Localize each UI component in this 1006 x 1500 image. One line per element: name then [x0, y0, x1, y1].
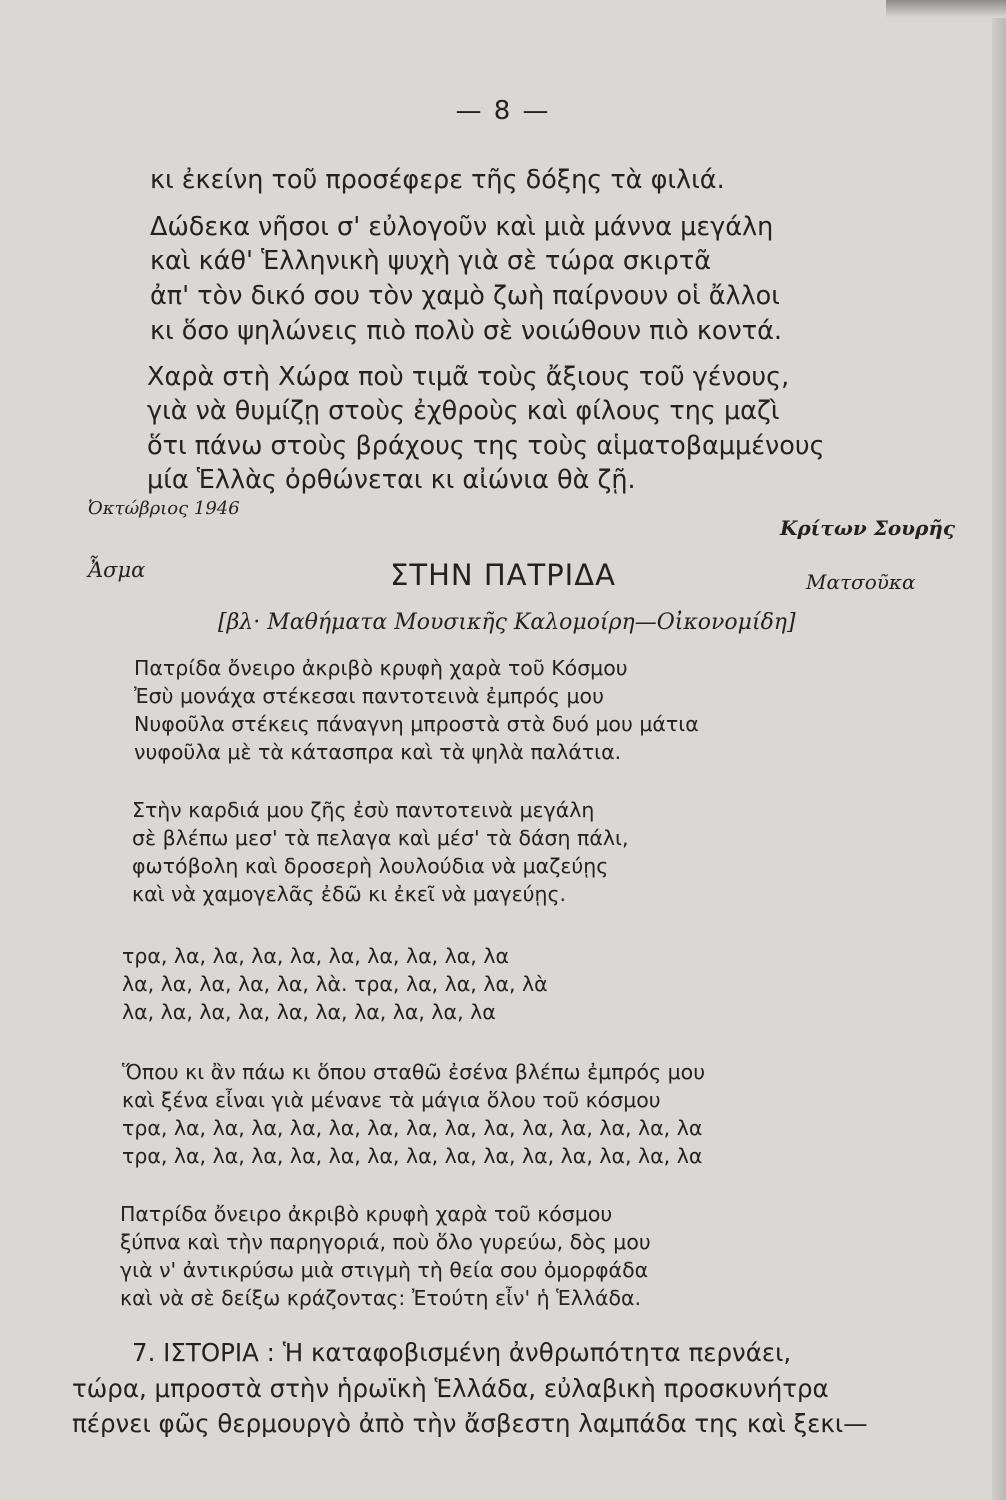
lyric-line: καὶ ξένα εἶναι γιὰ μένανε τὰ μάγια ὅλου τοῦ κόσμου [122, 1088, 661, 1112]
lyric-line: Στὴν καρδιά μου ζῆς ἐσὺ παντοτεινὰ μεγάλη [132, 798, 595, 822]
page-number: — 8 — [455, 96, 551, 126]
lyric-line: Πατρίδα ὄνειρο ἀκριβὸ κρυφὴ χαρὰ τοῦ Κόσμου [134, 656, 628, 680]
lyric-line: καὶ νὰ σὲ δείξω κράζοντας: Ἐτούτη εἶν' ἡ Ἑλλάδα. [120, 1286, 642, 1310]
song-title: ΣΤΗΝ ΠΑΤΡΙΔΑ [390, 558, 616, 592]
poem-line: ὅτι πάνω στοὺς βράχους της τοὺς αἱματοβαμμένους [147, 431, 825, 461]
poem-line: κι ὅσο ψηλώνεις πιὸ πολὺ σὲ νοιώθουν πιὸ κοντά. [150, 316, 782, 346]
lyric-line: Ὅπου κι ἂν πάω κι ὅπου σταθῶ ἐσένα βλέπω ἐμπρός μου [122, 1060, 706, 1084]
poem-line: γιὰ νὰ θυμίζῃ στοὺς ἐχθροὺς καὶ φίλους της μαζὶ [147, 396, 780, 426]
poem-line: μία Ἑλλὰς ὀρθώνεται κι αἰώνια θὰ ζῇ. [147, 465, 636, 495]
lyric-line: καὶ νὰ χαμογελᾶς ἐδῶ κι ἐκεῖ νὰ μαγεύῃς. [132, 882, 567, 906]
song-label: Ἆσμα [88, 558, 146, 582]
poem-line: καὶ κάθ' Ἑλληνικὴ ψυχὴ γιὰ σὲ τώρα σκιρτᾶ [150, 246, 711, 276]
lyric-line: Πατρίδα ὄνειρο ἀκριβὸ κρυφὴ χαρὰ τοῦ κόσμου [120, 1202, 613, 1226]
poem-author: Κρίτων Σουρῆς [780, 516, 956, 540]
lyric-line: λα, λα, λα, λα, λα, λὰ. τρα, λα, λα, λα, λὰ [122, 972, 548, 996]
poem-date: Ὀκτώβριος 1946 [88, 498, 240, 519]
song-rhythm: Ματσοῦκα [806, 570, 916, 594]
lyric-line: τρα, λα, λα, λα, λα, λα, λα, λα, λα, λα, λα, λα, λα, λα, λα [122, 1144, 703, 1168]
lyric-line: τρα, λα, λα, λα, λα, λα, λα, λα, λα, λα [122, 944, 509, 968]
page-edge [992, 0, 1006, 1500]
poem-line: Χαρὰ στὴ Χώρα ποὺ τιμᾶ τοὺς ἄξιους τοῦ γένους, [147, 362, 790, 392]
poem-line: Δώδεκα νῆσοι σ' εὐλογοῦν καὶ μιὰ μάννα μεγάλη [150, 212, 774, 242]
lyric-line: Νυφοῦλα στέκεις πάναγνη μπροστὰ στὰ δυό μου μάτια [134, 712, 699, 736]
poem-line: ἀπ' τὸν δικό σου τὸν χαμὸ ζωὴ παίρνουν οἱ ἄλλοι [150, 281, 780, 311]
paragraph-line: τώρα, μπροστὰ στὴν ἡρωϊκὴ Ἑλλάδα, εὐλαβικὴ προσκυνήτρα [72, 1374, 829, 1403]
paragraph-line: πέρνει φῶς θερμουργὸ ἀπὸ τὴν ἄσβεστη λαμπάδα της καὶ ξεκι— [72, 1409, 868, 1438]
paragraph-line: 7. ΙΣΤΟΡΙΑ : Ἡ καταφοβισμένη ἀνθρωπότητα περνάει, [132, 1338, 792, 1367]
lyric-line: γιὰ ν' ἀντικρύσω μιὰ στιγμὴ τὴ θεία σου ὀμορφάδα [120, 1258, 649, 1282]
lyric-line: νυφοῦλα μὲ τὰ κάτασπρα καὶ τὰ ψηλὰ παλάτια. [134, 740, 622, 764]
song-reference: [βλ· Μαθήματα Μουσικῆς Καλομοίρη—Οἰκονομίδη] [218, 610, 796, 635]
page-corner-shadow [886, 0, 1006, 18]
lyric-line: ξύπνα καὶ τὴν παρηγοριά, ποὺ ὅλο γυρεύω, δὸς μου [120, 1230, 651, 1254]
lyric-line: σὲ βλέπω μεσ' τὰ πελαγα καὶ μέσ' τὰ δάση πάλι, [132, 826, 629, 850]
poem-line: κι ἐκείνη τοῦ προσέφερε τῆς δόξης τὰ φιλιά. [150, 165, 725, 195]
lyric-line: λα, λα, λα, λα, λα, λα, λα, λα, λα, λα [122, 1000, 496, 1024]
lyric-line: φωτόβολη καὶ δροσερὴ λουλούδια νὰ μαζεύῃς [132, 854, 609, 878]
lyric-line: Ἐσὺ μονάχα στέκεσαι παντοτεινὰ ἐμπρός μου [134, 684, 604, 708]
lyric-line: τρα, λα, λα, λα, λα, λα, λα, λα, λα, λα, λα, λα, λα, λα, λα [122, 1116, 703, 1140]
